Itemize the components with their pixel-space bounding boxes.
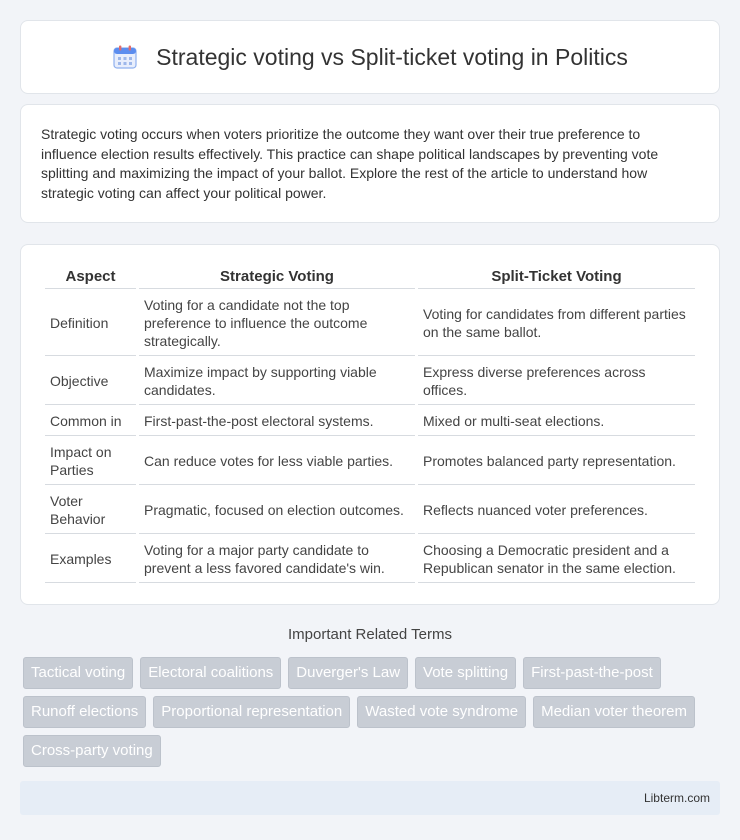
- footer: [20, 781, 720, 815]
- row-aspect: Examples: [45, 534, 136, 583]
- table-row: [45, 436, 695, 485]
- column-header-aspect: Aspect: [45, 263, 136, 289]
- related-terms-title: Important Related Terms: [288, 626, 452, 643]
- related-term-tag[interactable]: Electoral coalitions: [140, 657, 281, 689]
- calendar-icon: [112, 44, 138, 70]
- related-term-tag[interactable]: Duverger's Law: [288, 657, 408, 689]
- row-aspect: Voter Behavior: [45, 485, 136, 534]
- intro-text: Strategic voting occurs when voters prioritize the outcome they want over their true preference to influence election results effectively. This practice can shape political landscapes by preventing vote splitting and maximizing the impact of your ballot. Explore the rest of the article to understand how strategic voting can affect your political power.: [41, 126, 659, 201]
- row-aspect: Objective: [45, 356, 136, 405]
- row-split-ticket: Reflects nuanced voter preferences.: [418, 485, 695, 534]
- intro-card: [20, 104, 720, 223]
- footer-site-link[interactable]: Libterm.com: [643, 791, 710, 805]
- row-aspect: Definition: [45, 289, 136, 356]
- row-split-ticket: Voting for candidates from different parties on the same ballot.: [418, 289, 695, 356]
- row-split-ticket: Promotes balanced party representation.: [418, 436, 695, 485]
- column-header-split-ticket: Split-Ticket Voting: [418, 263, 695, 289]
- related-term-tag[interactable]: Wasted vote syndrome: [357, 696, 526, 728]
- table-row: [45, 485, 695, 534]
- related-terms-list: [20, 657, 720, 767]
- related-term-tag[interactable]: Median voter theorem: [533, 696, 695, 728]
- table-row: [45, 356, 695, 405]
- row-strategic: Can reduce votes for less viable parties.: [139, 436, 415, 485]
- row-strategic: Pragmatic, focused on election outcomes.: [139, 485, 415, 534]
- column-header-strategic: Strategic Voting: [139, 263, 415, 289]
- row-strategic: Maximize impact by supporting viable candidates.: [139, 356, 415, 405]
- row-strategic: First-past-the-post electoral systems.: [139, 405, 415, 436]
- row-aspect: Impact on Parties: [45, 436, 136, 485]
- row-split-ticket: Mixed or multi-seat elections.: [418, 405, 695, 436]
- related-term-tag[interactable]: Cross-party voting: [23, 735, 161, 767]
- row-split-ticket: Express diverse preferences across offices.: [418, 356, 695, 405]
- row-split-ticket: Choosing a Democratic president and a Republican senator in the same election.: [418, 534, 695, 583]
- row-strategic: Voting for a candidate not the top preference to influence the outcome strategically.: [139, 289, 415, 356]
- header-card: [20, 20, 720, 94]
- table-row: [45, 534, 695, 583]
- related-term-tag[interactable]: First-past-the-post: [523, 657, 661, 689]
- row-strategic: Voting for a major party candidate to prevent a less favored candidate's win.: [139, 534, 415, 583]
- table-row: [45, 289, 695, 356]
- related-term-tag[interactable]: Tactical voting: [23, 657, 133, 689]
- related-term-tag[interactable]: Proportional representation: [153, 696, 350, 728]
- comparison-table: [42, 263, 698, 583]
- page-title: Strategic voting vs Split-ticket voting in Politics: [156, 43, 628, 70]
- related-term-tag[interactable]: Vote splitting: [415, 657, 516, 689]
- table-header-row: [45, 263, 695, 289]
- row-aspect: Common in: [45, 405, 136, 436]
- comparison-card: [20, 244, 720, 605]
- related-term-tag[interactable]: Runoff elections: [23, 696, 146, 728]
- table-row: [45, 405, 695, 436]
